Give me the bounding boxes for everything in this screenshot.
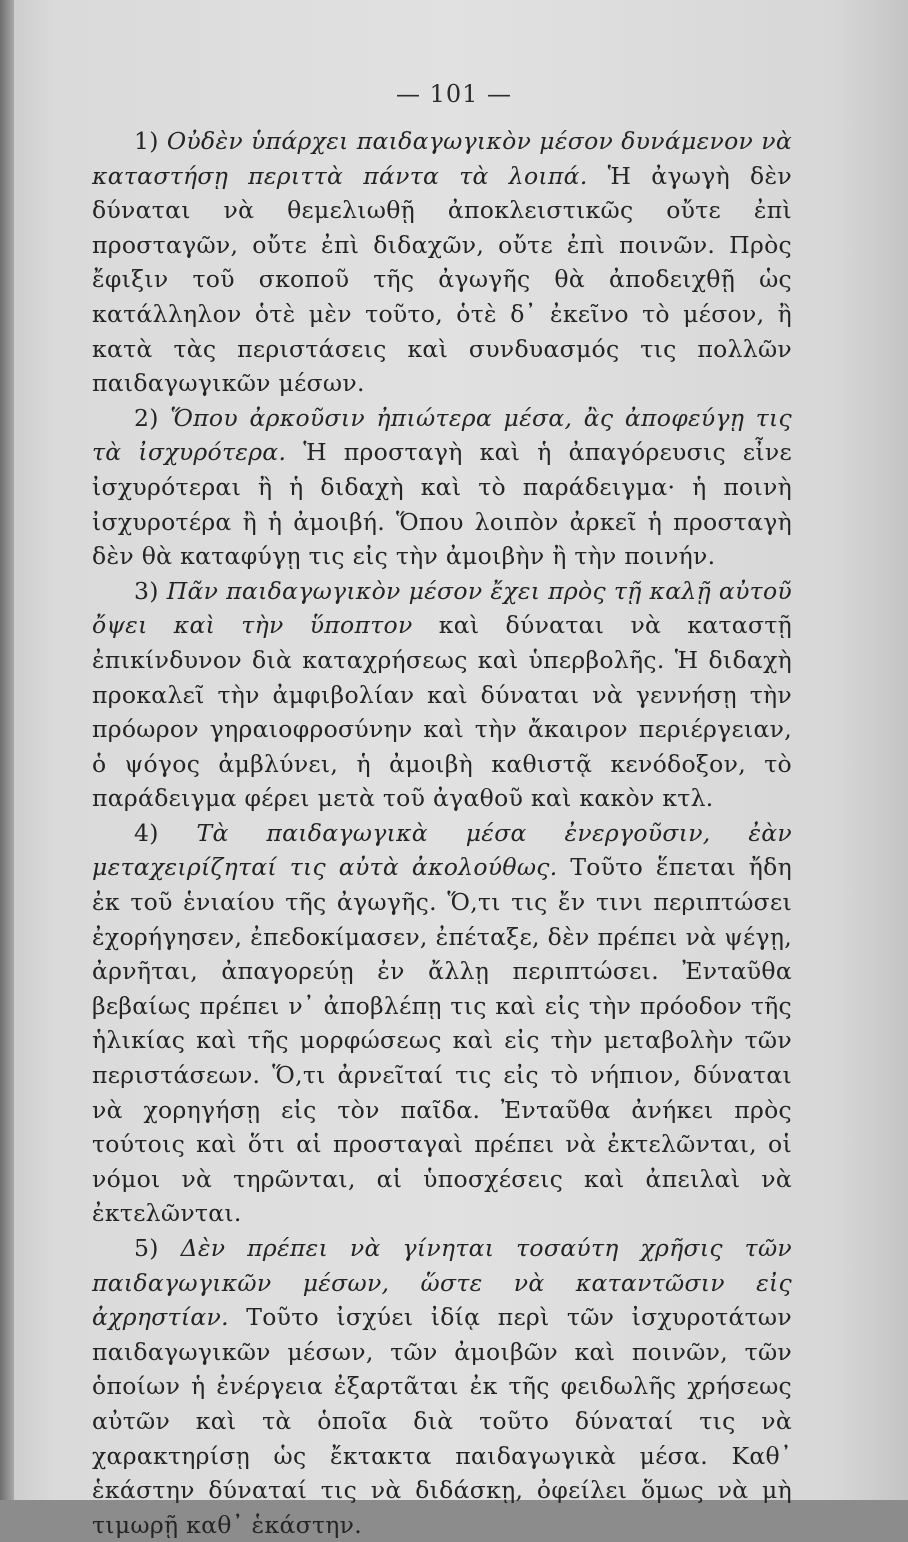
- paragraph-body: Ἡ προσταγὴ καὶ ἡ ἀπαγόρευσις εἶνε ἰσχυρότεραι ἢ ἡ διδαχὴ καὶ τὸ παράδειγμα· ἡ ποινὴ ἰσχυροτέρα ἢ ἡ ἀμοιβή. Ὅπου λοιπὸν ἀρκεῖ ἡ προσταγὴ δὲν θὰ καταφύγῃ τις εἰς τὴν ἀμοιβὴν ἢ τὴν ποινήν.: [92, 438, 792, 571]
- page-spine-shadow: [0, 0, 14, 1500]
- paragraph-body: καὶ δύναται νὰ καταστῇ ἐπικίνδυνον διὰ καταχρήσεως καὶ ὑπερβολῆς. Ἡ διδαχὴ προκαλεῖ τὴν ἀμφιβολίαν καὶ δύναται νὰ γεννήσῃ τὴν πρόωρον γηραιοφροσύνην καὶ τὴν ἄκαιρον περιέργειαν, ὁ ψόγος ἀμβλύνει, ἡ ἀμοιβὴ καθιστᾷ κενόδοξον, τὸ παράδειγμα φέρει μετὰ τοῦ ἀγαθοῦ καὶ κακὸν κτλ.: [92, 611, 792, 813]
- page-number: — 101 —: [395, 80, 513, 108]
- paragraph-number: 3): [134, 576, 159, 605]
- paragraph-body: Τοῦτο ἕπεται ἤδη ἐκ τοῦ ἑνιαίου τῆς ἀγωγῆς. Ὅ,τι τις ἔν τινι περιπτώσει ἐχορήγησεν, ἐπεδοκίμασεν, ἐπέταξε, δὲν πρέπει νὰ ψέγῃ, ἀρνῆται, ἀπαγορεύῃ ἐν ἄλλῃ περιπτώσει. Ἐνταῦθα βεβαίως πρέπει ν᾽ ἀποβλέπῃ τις καὶ εἰς τὴν πρόοδον τῆς ἡλικίας καὶ τῆς μορφώσεως καὶ εἰς τὴν μεταβολὴν τῶν περιστάσεων. Ὅ,τι ἀρνεῖταί τις εἰς τὸ νήπιον, δύναται νὰ χορηγήσῃ εἰς τὸν παῖδα. Ἐνταῦθα ἀνήκει πρὸς τούτοις καὶ ὅτι αἱ προσταγαὶ πρέπει νὰ ἐκτελῶνται, οἱ νόμοι νὰ τηρῶνται, αἱ ὑποσχέσεις καὶ ἀπειλαὶ νὰ ἐκτελῶνται.: [92, 853, 792, 1228]
- paragraph-number: 5): [134, 1234, 159, 1262]
- page-text: [92, 124, 792, 1542]
- paragraph-body: Ἡ ἀγωγὴ δὲν δύναται νὰ θεμελιωθῇ ἀποκλειστικῶς οὔτε ἐπὶ προσταγῶν, οὔτε ἐπὶ διδαχῶν, οὔτε ἐπὶ ποινῶν. Πρὸς ἔφιξιν τοῦ σκοποῦ τῆς ἀγωγῆς θὰ ἀποδειχθῇ ὡς κατάλληλον ὁτὲ μὲν τοῦτο, ὁτὲ δ᾽ ἐκεῖνο τὸ μέσον, ἢ κατὰ τὰς περιστάσεις καὶ συνδυασμός τις πολλῶν παιδαγωγικῶν μέσων.: [92, 161, 792, 398]
- paragraph-lead: Τὰ παιδαγωγικὰ μέσα ἐνεργοῦσιν, ἐὰν μεταχειρίζηταί τις αὐτὰ ἀκολούθως.: [92, 818, 792, 882]
- paragraph-number: 1): [134, 127, 159, 155]
- paragraph-lead: Πᾶν παιδαγωγικὸν μέσον ἔχει πρὸς τῇ καλῇ αὐτοῦ ὄψει καὶ τὴν ὕποπτον: [92, 576, 792, 640]
- paragraph-number: 2): [134, 403, 159, 432]
- paragraph-3: [92, 574, 792, 816]
- paragraph-number: 4): [134, 818, 159, 847]
- paragraph-1: [92, 124, 792, 401]
- paragraph-lead: Δὲν πρέπει νὰ γίνηται τοσαύτη χρῆσις τῶν παιδαγωγικῶν μέσων, ὥστε νὰ καταντῶσιν εἰς ἀχρηστίαν.: [92, 1234, 792, 1332]
- paragraph-lead: Ὅπου ἀρκοῦσιν ἠπιώτερα μέσα, ἂς ἀποφεύγῃ τις τὰ ἰσχυρότερα.: [92, 403, 792, 467]
- paragraph-2: [92, 401, 792, 574]
- paragraph-body: Τοῦτο ἰσχύει ἰδίᾳ περὶ τῶν ἰσχυροτάτων παιδαγωγικῶν μέσων, τῶν ἀμοιβῶν καὶ ποινῶν, τῶν ὁποίων ἡ ἐνέργεια ἐξαρτᾶται ἐκ τῆς φειδωλῆς χρήσεως αὐτῶν καὶ τὰ ὁποῖα διὰ τοῦτο δύναταί τις νὰ χαρακτηρίσῃ ὡς ἔκτακτα παιδαγωγικὰ μέσα. Καθ᾽ ἑκάστην δύναταί τις νὰ διδάσκῃ, ὀφείλει ὅμως νὰ μὴ τιμωρῇ καθ᾽ ἑκάστην.: [92, 1303, 792, 1539]
- paragraph-4: [92, 816, 792, 1231]
- paragraph-lead: Οὐδὲν ὑπάρχει παιδαγωγικὸν μέσον δυνάμενον νὰ καταστήσῃ περιττὰ πάντα τὰ λοιπά.: [92, 127, 792, 190]
- paragraph-5: [92, 1231, 792, 1542]
